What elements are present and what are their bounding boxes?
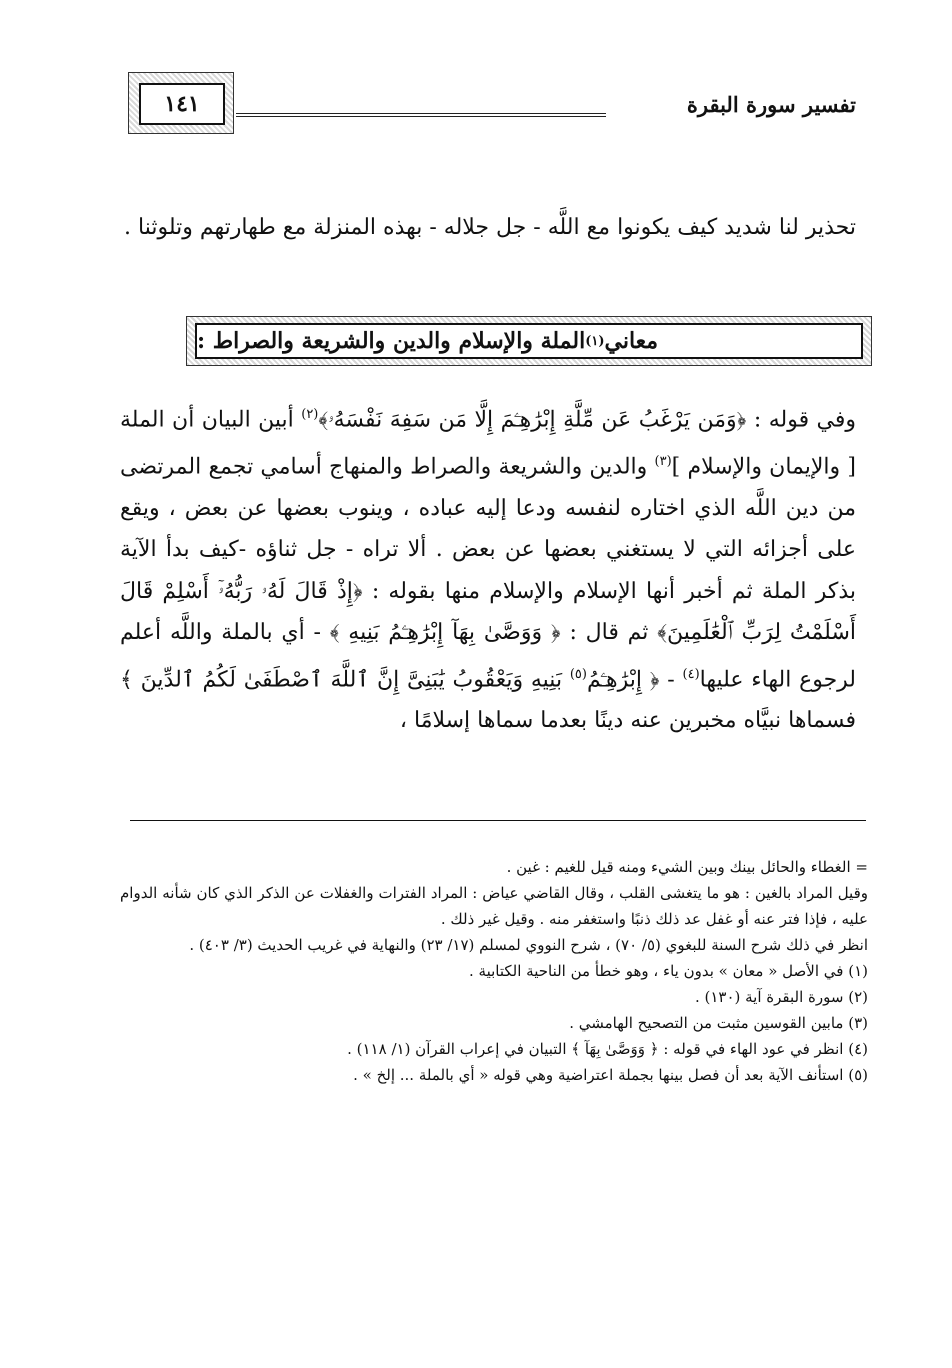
section-heading (195, 323, 863, 359)
footnote-continuation: انظر في ذلك شرح السنة للبغوي (٥/ ٧٠) ، شرح النووي لمسلم (١٧/ ٢٣) والنهاية في غريب الحديث (٣/ ٤٠٣) . (189, 936, 868, 954)
footnotes (120, 854, 868, 1088)
text-run: - أي بالملة واللَّه أعلم لرجوع الهاء عليها (120, 620, 857, 692)
running-header-title: تفسير سورة البقرة (686, 92, 856, 117)
footnote-2: (٢) سورة البقرة آية (١٣٠) . (694, 988, 868, 1006)
footnote-continuation: وقيل المراد بالغين : هو ما يتغشى القلب ، وقال القاضي عياض : المراد الفترات والغفلات عن الذكر الذي كان شأنه الدوام عليه ، فإذا فتر عنه أو غفل عد ذلك ذنبًا واستغفر منه . وقيل غير ذلك . (120, 884, 868, 928)
footnote-3: (٣) مابين القوسين مثبت من التصحيح الهامشي . (569, 1014, 868, 1032)
main-paragraph (120, 394, 856, 742)
quran-quote: ﴿ إِبْرَٰهِـۧمُ (586, 666, 660, 692)
footnote-5: (٥) استأنف الآية بعد أن فصل بينها بجملة اعتراضية وهي قوله « أي بالملة ... إلخ » . (353, 1066, 868, 1084)
footnote-separator (130, 820, 866, 821)
text-run: ثم قال : (560, 620, 658, 646)
section-heading-rest: الملة والإسلام والدين والشريعة والصراط : (197, 328, 586, 354)
text-run: - (659, 666, 683, 692)
footnote-marker: (١) (585, 333, 605, 349)
text-run: فسماها نبيَّاه مخبرين عنه دينًا بعدما سماها إسلامًا ، (399, 708, 856, 734)
footnote-4: (٤) انظر في عود الهاء في قوله : ﴿ وَوَصَّىٰ بِهَآ ﴾ التبيان في إعراب القرآن (١/ ١١٨) . (347, 1040, 868, 1058)
text-run: أبين البيان أن الملة [ والإيمان والإسلام ] (120, 407, 856, 480)
section-heading-start: معاني (604, 328, 659, 354)
quran-quote: ﴿إِذْ قَالَ لَهُۥ رَبُّهُۥٓ أَسْلِمْ قَالَ أَسْلَمْتُ لِرَبِّ ٱلْعَٰلَمِينَ﴾ (120, 578, 856, 646)
intro-paragraph: تحذير لنا شديد كيف يكونوا مع اللَّه - جل جلاله - بهذه المنزلة مع طهارتهم وتلوثنا . (124, 215, 856, 240)
text-run: والدين والشريعة والصراط والمنهاج أسامي تجمع المرتضى من دين اللَّه الذي اختاره لنفسه ودعا إليه عباده ، وينوب بعضها عن بعض ، ويقع على أجزائه التي لا يستغني بعضها عن بعض . ألا تراه - جل ثناؤه -كيف بدأ الآية بذكر الملة ثم أخبر أنها الإسلام والإسلام منها بقوله : (120, 454, 856, 604)
header-rule (236, 113, 606, 117)
section-heading-frame (186, 316, 872, 366)
quran-quote: ﴿وَمَن يَرْغَبُ عَن مِّلَّةِ إِبْرَٰهِـۧمَ إِلَّا مَن سَفِهَ نَفْسَهُۥ﴾ (318, 407, 747, 433)
text-run: وفي قوله : (746, 407, 857, 433)
footnote-marker: (٢) (301, 407, 319, 422)
quran-quote: بَنِيهِ وَيَعْقُوبُ يَٰبَنِىَّ إِنَّ ٱللَّهَ ٱصْطَفَىٰ لَكُمُ ٱلدِّينَ ﴾ (120, 666, 570, 692)
footnote-1: (١) في الأصل « معان » بدون ياء ، وهو خطأ من الناحية الكتابية . (469, 962, 868, 980)
page-number: ١٤١ (139, 83, 225, 125)
footnote-marker: (٤) (682, 666, 700, 682)
footnote-continuation: = الغطاء والحائل بينك وبين الشيء ومنه قيل للغيم : غين . (506, 858, 868, 876)
quran-quote: ﴿ وَوَصَّىٰ بِهَآ إِبْرَٰهِـۧمُ بَنِيهِ ﴾ (329, 620, 561, 646)
page-number-frame (128, 72, 234, 134)
footnote-marker: (٣) (654, 453, 672, 469)
footnote-marker: (٥) (569, 666, 587, 682)
